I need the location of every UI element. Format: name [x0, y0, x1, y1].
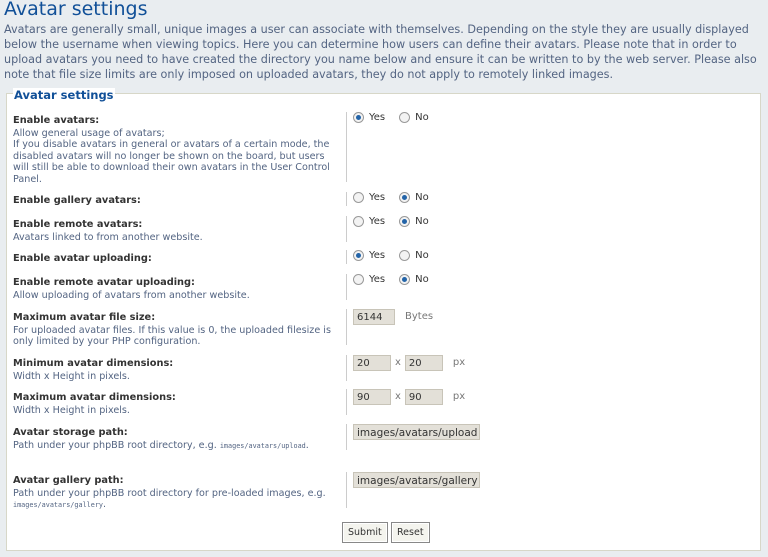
setting-label: Minimum avatar dimensions:	[13, 358, 174, 369]
setting-label-block	[13, 219, 343, 243]
setting-example: images/avatars/gallery	[13, 501, 104, 509]
radio-no[interactable]	[399, 192, 429, 203]
radio-yes[interactable]	[353, 216, 385, 227]
setting-label: Enable avatar uploading:	[13, 253, 152, 264]
page-description: Avatars are generally small, unique images a user can associate with themselves. Depending on the style they are usually displayed below the username when viewing topics. Here you can determine how users can define their avatars. Please note that in order to upload avatars you need to have created the directory you name below and ensure it can be written to by the web server. Please also note that file size limits are only imposed on uploaded avatars, they do not apply to remotely linked images.	[4, 23, 757, 81]
radio-yes-icon[interactable]	[353, 216, 364, 227]
setting-label-block: Avatar storage path: Path under your phpBB root directory, e.g. images/avatars/upload.	[13, 427, 343, 452]
setting-label: Avatar storage path:	[13, 427, 128, 438]
text-input[interactable]: images/avatars/upload	[353, 424, 480, 440]
setting-label: Maximum avatar file size:	[13, 312, 156, 323]
radio-no-label: No	[415, 192, 429, 203]
height-input[interactable]: 90	[405, 389, 443, 405]
setting-label: Enable gallery avatars:	[13, 195, 141, 206]
setting-label-block	[13, 115, 343, 185]
radio-no-label: No	[415, 274, 429, 285]
radio-no[interactable]	[399, 112, 429, 123]
setting-label: Enable remote avatars:	[13, 219, 143, 230]
radio-no[interactable]	[399, 274, 429, 285]
unit-label: px	[452, 357, 466, 368]
setting-label: Enable remote avatar uploading:	[13, 277, 195, 288]
unit-label: px	[452, 391, 466, 402]
radio-no-label: No	[415, 112, 429, 123]
setting-label-block	[13, 358, 343, 382]
dimension-separator: x	[395, 391, 401, 402]
setting-control	[346, 112, 439, 182]
radio-yes-label: Yes	[369, 112, 386, 123]
radio-yes[interactable]	[353, 192, 385, 203]
radio-yes-icon[interactable]	[353, 112, 364, 123]
radio-no-icon[interactable]	[399, 192, 410, 203]
setting-label-block	[13, 253, 343, 266]
radio-no-icon[interactable]	[399, 274, 410, 285]
unit-label: Bytes	[405, 311, 434, 322]
radio-yes-label: Yes	[369, 192, 386, 203]
height-input[interactable]: 20	[405, 355, 443, 371]
radio-yes[interactable]	[353, 112, 385, 123]
setting-explain: Width x Height in pixels.	[13, 404, 130, 416]
setting-control	[346, 216, 439, 242]
setting-label: Enable avatars:	[13, 115, 100, 126]
setting-explain: Allow uploading of avatars from another website.	[13, 289, 250, 301]
radio-no-icon[interactable]	[399, 112, 410, 123]
radio-no-icon[interactable]	[399, 250, 410, 261]
radio-no[interactable]	[399, 216, 429, 227]
setting-explain: Path under your phpBB root directory for pre-loaded images, e.g.	[13, 487, 326, 499]
page-title: Avatar settings	[4, 0, 148, 20]
radio-yes[interactable]	[353, 274, 385, 285]
radio-yes-icon[interactable]	[353, 274, 364, 285]
setting-label-block	[13, 195, 343, 208]
text-input[interactable]: images/avatars/gallery	[353, 472, 480, 488]
setting-control	[346, 250, 439, 264]
setting-control	[346, 274, 439, 300]
setting-explain: For uploaded avatar files. If this value is 0, the uploaded filesize is only limited by your PHP configuration.	[13, 324, 331, 347]
radio-yes-label: Yes	[369, 250, 386, 261]
setting-explain: Width x Height in pixels.	[13, 370, 130, 382]
setting-label: Maximum avatar dimensions:	[13, 392, 176, 403]
setting-control	[346, 355, 465, 381]
setting-label-block: Avatar gallery path: Path under your phpBB root directory for pre-loaded images, e.g. images/avatars/gallery.	[13, 475, 343, 512]
setting-control	[346, 389, 465, 415]
dimension-separator: x	[395, 357, 401, 368]
setting-explain: Allow general usage of avatars; If you disable avatars in general or avatars of a certain mode, the disabled avatars will no longer be shown on the board, but users will still be able to download their own avatars in the User Control Panel.	[13, 127, 330, 185]
fieldset-legend: Avatar settings	[14, 88, 114, 102]
setting-explain: Avatars linked to from another website.	[13, 231, 203, 243]
setting-label-block	[13, 392, 343, 416]
radio-yes-icon[interactable]	[353, 250, 364, 261]
text-input[interactable]: 6144	[353, 309, 395, 325]
radio-yes-label: Yes	[369, 216, 386, 227]
radio-no-label: No	[415, 216, 429, 227]
setting-control	[346, 192, 439, 206]
reset-button[interactable]: Reset	[391, 522, 430, 543]
radio-yes[interactable]	[353, 250, 385, 261]
radio-no-icon[interactable]	[399, 216, 410, 227]
setting-explain: Path under your phpBB root directory, e.g.	[13, 439, 217, 451]
setting-label: Avatar gallery path:	[13, 475, 124, 486]
radio-no[interactable]	[399, 250, 429, 261]
radio-yes-icon[interactable]	[353, 192, 364, 203]
setting-control	[346, 472, 480, 508]
setting-control	[346, 309, 433, 345]
submit-button[interactable]: Submit	[342, 522, 388, 543]
setting-label-block	[13, 277, 343, 301]
width-input[interactable]: 90	[353, 389, 391, 405]
radio-no-label: No	[415, 250, 429, 261]
radio-yes-label: Yes	[369, 274, 386, 285]
setting-label-block	[13, 312, 343, 348]
setting-control	[346, 424, 480, 450]
width-input[interactable]: 20	[353, 355, 391, 371]
setting-example: images/avatars/upload	[219, 441, 306, 450]
